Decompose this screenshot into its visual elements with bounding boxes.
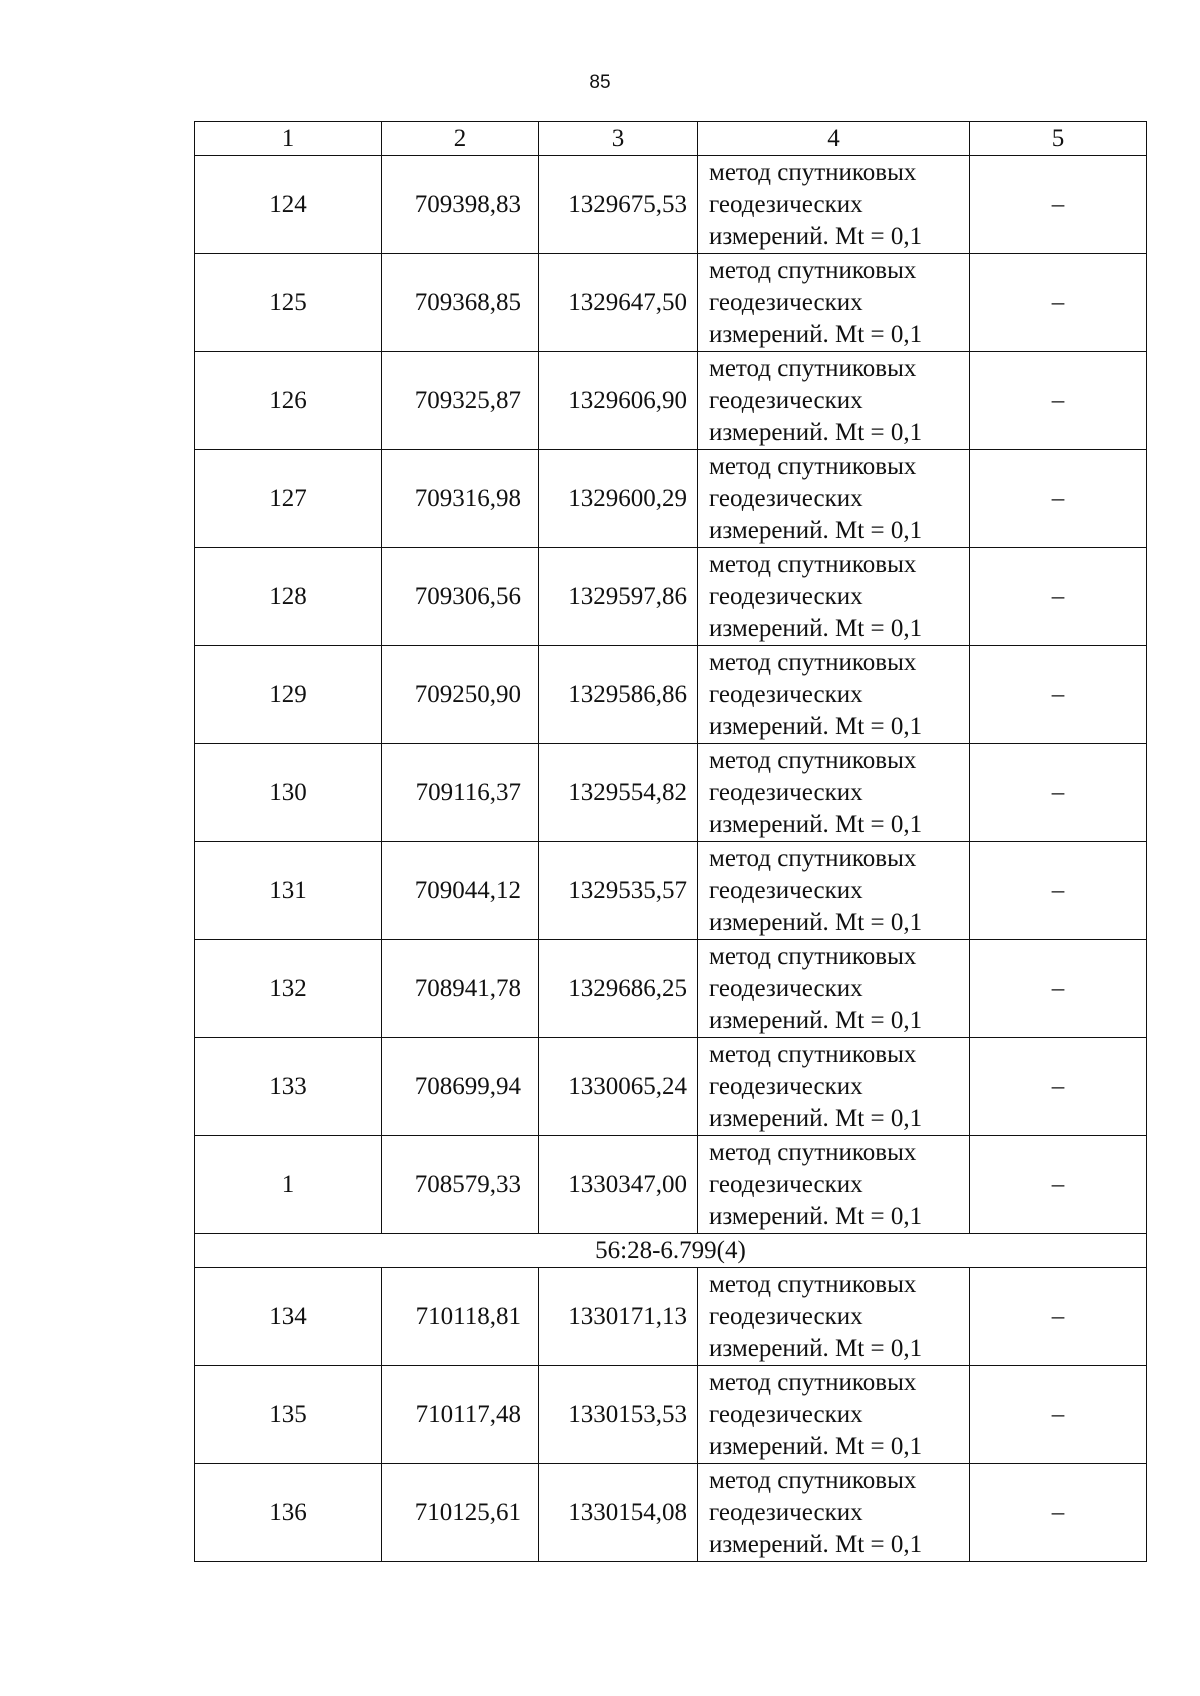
description-cell: – xyxy=(970,646,1147,744)
table-header-row xyxy=(195,122,1147,156)
table-row xyxy=(195,1366,1147,1464)
table-row xyxy=(195,646,1147,744)
point-number-cell: 126 xyxy=(195,352,382,450)
x-coordinate-cell: 708699,94 xyxy=(382,1038,539,1136)
column-header: 5 xyxy=(970,122,1147,156)
method-line: геодезических xyxy=(709,1072,863,1100)
method-line: метод спутниковых xyxy=(709,1040,917,1068)
method-line: геодезических xyxy=(709,1498,863,1526)
description-cell: – xyxy=(970,156,1147,254)
table-row xyxy=(195,352,1147,450)
method-cell xyxy=(698,548,970,646)
point-number-cell: 128 xyxy=(195,548,382,646)
method-line: метод спутниковых xyxy=(709,1270,917,1298)
column-header: 3 xyxy=(539,122,698,156)
x-coordinate-cell: 708941,78 xyxy=(382,940,539,1038)
section-row xyxy=(195,1234,1147,1268)
y-coordinate-cell: 1329586,86 xyxy=(539,646,698,744)
method-line: измерений. Mt = 0,1 xyxy=(709,908,923,936)
method-line: геодезических xyxy=(709,1170,863,1198)
description-cell: – xyxy=(970,1268,1147,1366)
description-cell: – xyxy=(970,450,1147,548)
table-row xyxy=(195,744,1147,842)
section-label: 56:28-6.799(4) xyxy=(195,1234,1147,1268)
y-coordinate-cell: 1329535,57 xyxy=(539,842,698,940)
x-coordinate-cell: 710118,81 xyxy=(382,1268,539,1366)
method-cell xyxy=(698,1136,970,1234)
y-coordinate-cell: 1329675,53 xyxy=(539,156,698,254)
method-cell xyxy=(698,352,970,450)
table-row xyxy=(195,548,1147,646)
method-line: измерений. Mt = 0,1 xyxy=(709,614,923,642)
y-coordinate-cell: 1330153,53 xyxy=(539,1366,698,1464)
point-number-cell: 133 xyxy=(195,1038,382,1136)
method-cell xyxy=(698,1038,970,1136)
method-line: измерений. Mt = 0,1 xyxy=(709,1202,923,1230)
point-number-cell: 132 xyxy=(195,940,382,1038)
method-cell xyxy=(698,1366,970,1464)
x-coordinate-cell: 710117,48 xyxy=(382,1366,539,1464)
method-line: измерений. Mt = 0,1 xyxy=(709,1104,923,1132)
method-line: геодезических xyxy=(709,582,863,610)
method-line: геодезических xyxy=(709,778,863,806)
point-number-cell: 1 xyxy=(195,1136,382,1234)
method-line: метод спутниковых xyxy=(709,844,917,872)
method-cell xyxy=(698,1464,970,1562)
method-line: геодезических xyxy=(709,386,863,414)
y-coordinate-cell: 1330171,13 xyxy=(539,1268,698,1366)
table-row xyxy=(195,254,1147,352)
y-coordinate-cell: 1329647,50 xyxy=(539,254,698,352)
point-number-cell: 136 xyxy=(195,1464,382,1562)
method-line: измерений. Mt = 0,1 xyxy=(709,418,923,446)
y-coordinate-cell: 1330065,24 xyxy=(539,1038,698,1136)
method-line: измерений. Mt = 0,1 xyxy=(709,516,923,544)
point-number-cell: 130 xyxy=(195,744,382,842)
method-cell xyxy=(698,1268,970,1366)
point-number-cell: 134 xyxy=(195,1268,382,1366)
description-cell: – xyxy=(970,1136,1147,1234)
x-coordinate-cell: 709325,87 xyxy=(382,352,539,450)
point-number-cell: 127 xyxy=(195,450,382,548)
x-coordinate-cell: 708579,33 xyxy=(382,1136,539,1234)
point-number-cell: 125 xyxy=(195,254,382,352)
method-line: геодезических xyxy=(709,1302,863,1330)
x-coordinate-cell: 709250,90 xyxy=(382,646,539,744)
method-line: метод спутниковых xyxy=(709,1368,917,1396)
description-cell: – xyxy=(970,1464,1147,1562)
column-header: 4 xyxy=(698,122,970,156)
method-line: метод спутниковых xyxy=(709,452,917,480)
point-number-cell: 135 xyxy=(195,1366,382,1464)
x-coordinate-cell: 710125,61 xyxy=(382,1464,539,1562)
column-header: 1 xyxy=(195,122,382,156)
method-line: метод спутниковых xyxy=(709,354,917,382)
description-cell: – xyxy=(970,940,1147,1038)
method-line: измерений. Mt = 0,1 xyxy=(709,1006,923,1034)
method-line: геодезических xyxy=(709,1400,863,1428)
method-line: метод спутниковых xyxy=(709,158,917,186)
x-coordinate-cell: 709398,83 xyxy=(382,156,539,254)
table-row xyxy=(195,842,1147,940)
point-number-cell: 124 xyxy=(195,156,382,254)
method-line: измерений. Mt = 0,1 xyxy=(709,320,923,348)
description-cell: – xyxy=(970,254,1147,352)
method-line: геодезических xyxy=(709,190,863,218)
method-line: метод спутниковых xyxy=(709,256,917,284)
x-coordinate-cell: 709368,85 xyxy=(382,254,539,352)
method-line: измерений. Mt = 0,1 xyxy=(709,1334,923,1362)
method-cell xyxy=(698,450,970,548)
y-coordinate-cell: 1329600,29 xyxy=(539,450,698,548)
table-row xyxy=(195,1136,1147,1234)
method-cell xyxy=(698,254,970,352)
page-number: 85 xyxy=(589,72,611,93)
description-cell: – xyxy=(970,842,1147,940)
method-line: метод спутниковых xyxy=(709,1138,917,1166)
method-line: метод спутниковых xyxy=(709,746,917,774)
method-cell xyxy=(698,940,970,1038)
table-row xyxy=(195,156,1147,254)
y-coordinate-cell: 1329686,25 xyxy=(539,940,698,1038)
method-line: метод спутниковых xyxy=(709,1466,917,1494)
method-line: измерений. Mt = 0,1 xyxy=(709,712,923,740)
y-coordinate-cell: 1330154,08 xyxy=(539,1464,698,1562)
method-line: геодезических xyxy=(709,484,863,512)
table-row xyxy=(195,450,1147,548)
method-line: геодезических xyxy=(709,288,863,316)
y-coordinate-cell: 1329606,90 xyxy=(539,352,698,450)
method-line: измерений. Mt = 0,1 xyxy=(709,222,923,250)
method-cell xyxy=(698,842,970,940)
method-cell xyxy=(698,156,970,254)
method-line: измерений. Mt = 0,1 xyxy=(709,1530,923,1558)
table-body xyxy=(195,156,1147,1562)
table-row xyxy=(195,1038,1147,1136)
description-cell: – xyxy=(970,1038,1147,1136)
y-coordinate-cell: 1329554,82 xyxy=(539,744,698,842)
y-coordinate-cell: 1330347,00 xyxy=(539,1136,698,1234)
column-header: 2 xyxy=(382,122,539,156)
x-coordinate-cell: 709316,98 xyxy=(382,450,539,548)
description-cell: – xyxy=(970,548,1147,646)
method-line: измерений. Mt = 0,1 xyxy=(709,1432,923,1460)
description-cell: – xyxy=(970,352,1147,450)
method-line: геодезических xyxy=(709,974,863,1002)
method-line: измерений. Mt = 0,1 xyxy=(709,810,923,838)
description-cell: – xyxy=(970,744,1147,842)
method-cell xyxy=(698,744,970,842)
point-number-cell: 129 xyxy=(195,646,382,744)
method-line: метод спутниковых xyxy=(709,942,917,970)
method-line: геодезических xyxy=(709,876,863,904)
method-line: метод спутниковых xyxy=(709,648,917,676)
description-cell: – xyxy=(970,1366,1147,1464)
x-coordinate-cell: 709044,12 xyxy=(382,842,539,940)
x-coordinate-cell: 709306,56 xyxy=(382,548,539,646)
method-cell xyxy=(698,646,970,744)
point-number-cell: 131 xyxy=(195,842,382,940)
y-coordinate-cell: 1329597,86 xyxy=(539,548,698,646)
method-line: геодезических xyxy=(709,680,863,708)
table-row xyxy=(195,1464,1147,1562)
x-coordinate-cell: 709116,37 xyxy=(382,744,539,842)
table-row xyxy=(195,940,1147,1038)
method-line: метод спутниковых xyxy=(709,550,917,578)
coordinates-table xyxy=(194,121,1147,1562)
table-row xyxy=(195,1268,1147,1366)
